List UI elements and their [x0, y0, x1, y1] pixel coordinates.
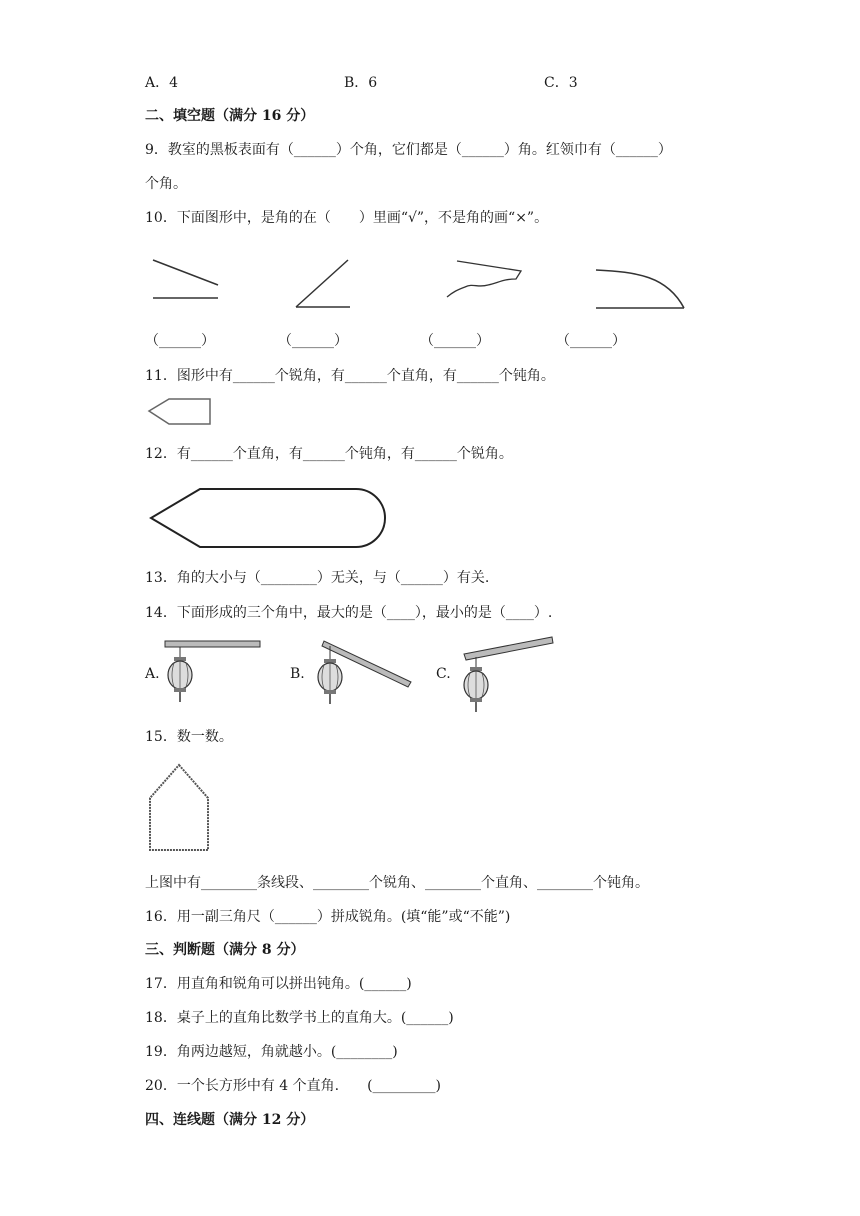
q12-figure — [148, 485, 392, 551]
q10-figure-1 — [150, 255, 222, 303]
q10-answer-4: （______） — [556, 333, 626, 349]
option-a: A．4 — [145, 75, 179, 91]
option-b: B．6 — [344, 75, 378, 91]
q15-house-figure — [146, 762, 212, 856]
q14-label-c: C. — [436, 666, 451, 682]
q11-text: 11．图形中有______个锐角，有______个直角，有______个钝角。 — [145, 368, 555, 384]
q14-label-b: B. — [290, 666, 305, 682]
q10-figure-3 — [443, 255, 525, 300]
q14-lantern-c — [456, 634, 560, 714]
q15-text: 15．数一数。 — [145, 729, 233, 745]
section-4-title: 四、连线题（满分 12 分） — [145, 1112, 315, 1128]
q14-text: 14．下面形成的三个角中，最大的是（____），最小的是（____）. — [145, 605, 553, 621]
q15-answer: 上图中有________条线段、________个锐角、________个直角、________个钝角。 — [145, 875, 649, 891]
q10-figure-2 — [292, 255, 354, 310]
q14-lantern-b — [310, 640, 414, 706]
q13-text: 13．角的大小与（________）无关，与（______）有关. — [145, 570, 490, 586]
q11-pentagon-figure — [145, 395, 215, 429]
q10-answer-1: （______） — [145, 333, 215, 349]
q12-text: 12．有______个直角，有______个钝角，有______个锐角。 — [145, 446, 513, 462]
q14-lantern-a — [160, 638, 264, 706]
q9-line2: 个角。 — [145, 176, 187, 192]
option-c: C．3 — [544, 75, 578, 91]
q10-figure-4 — [592, 266, 688, 314]
q17-text: 17．用直角和锐角可以拼出钝角。(______) — [145, 976, 412, 992]
q20-text: 20．一个长方形中有 4 个直角. (_________) — [145, 1078, 441, 1094]
q14-label-a: A. — [145, 666, 160, 682]
section-3-title: 三、判断题（满分 8 分） — [145, 942, 305, 958]
q19-text: 19．角两边越短，角就越小。(________) — [145, 1044, 398, 1060]
q9-line1: 9．教室的黑板表面有（______）个角，它们都是（______）角。红领巾有（______） — [145, 142, 672, 158]
q10-text: 10．下面图形中，是角的在（ ）里画“√”，不是角的画“×”。 — [145, 210, 549, 226]
q16-text: 16．用一副三角尺（______）拼成锐角。(填“能”或“不能”) — [145, 909, 511, 925]
section-2-title: 二、填空题（满分 16 分） — [145, 108, 315, 124]
q10-answer-3: （______） — [420, 333, 490, 349]
q10-answer-2: （______） — [278, 333, 348, 349]
q18-text: 18．桌子上的直角比数学书上的直角大。(______) — [145, 1010, 454, 1026]
